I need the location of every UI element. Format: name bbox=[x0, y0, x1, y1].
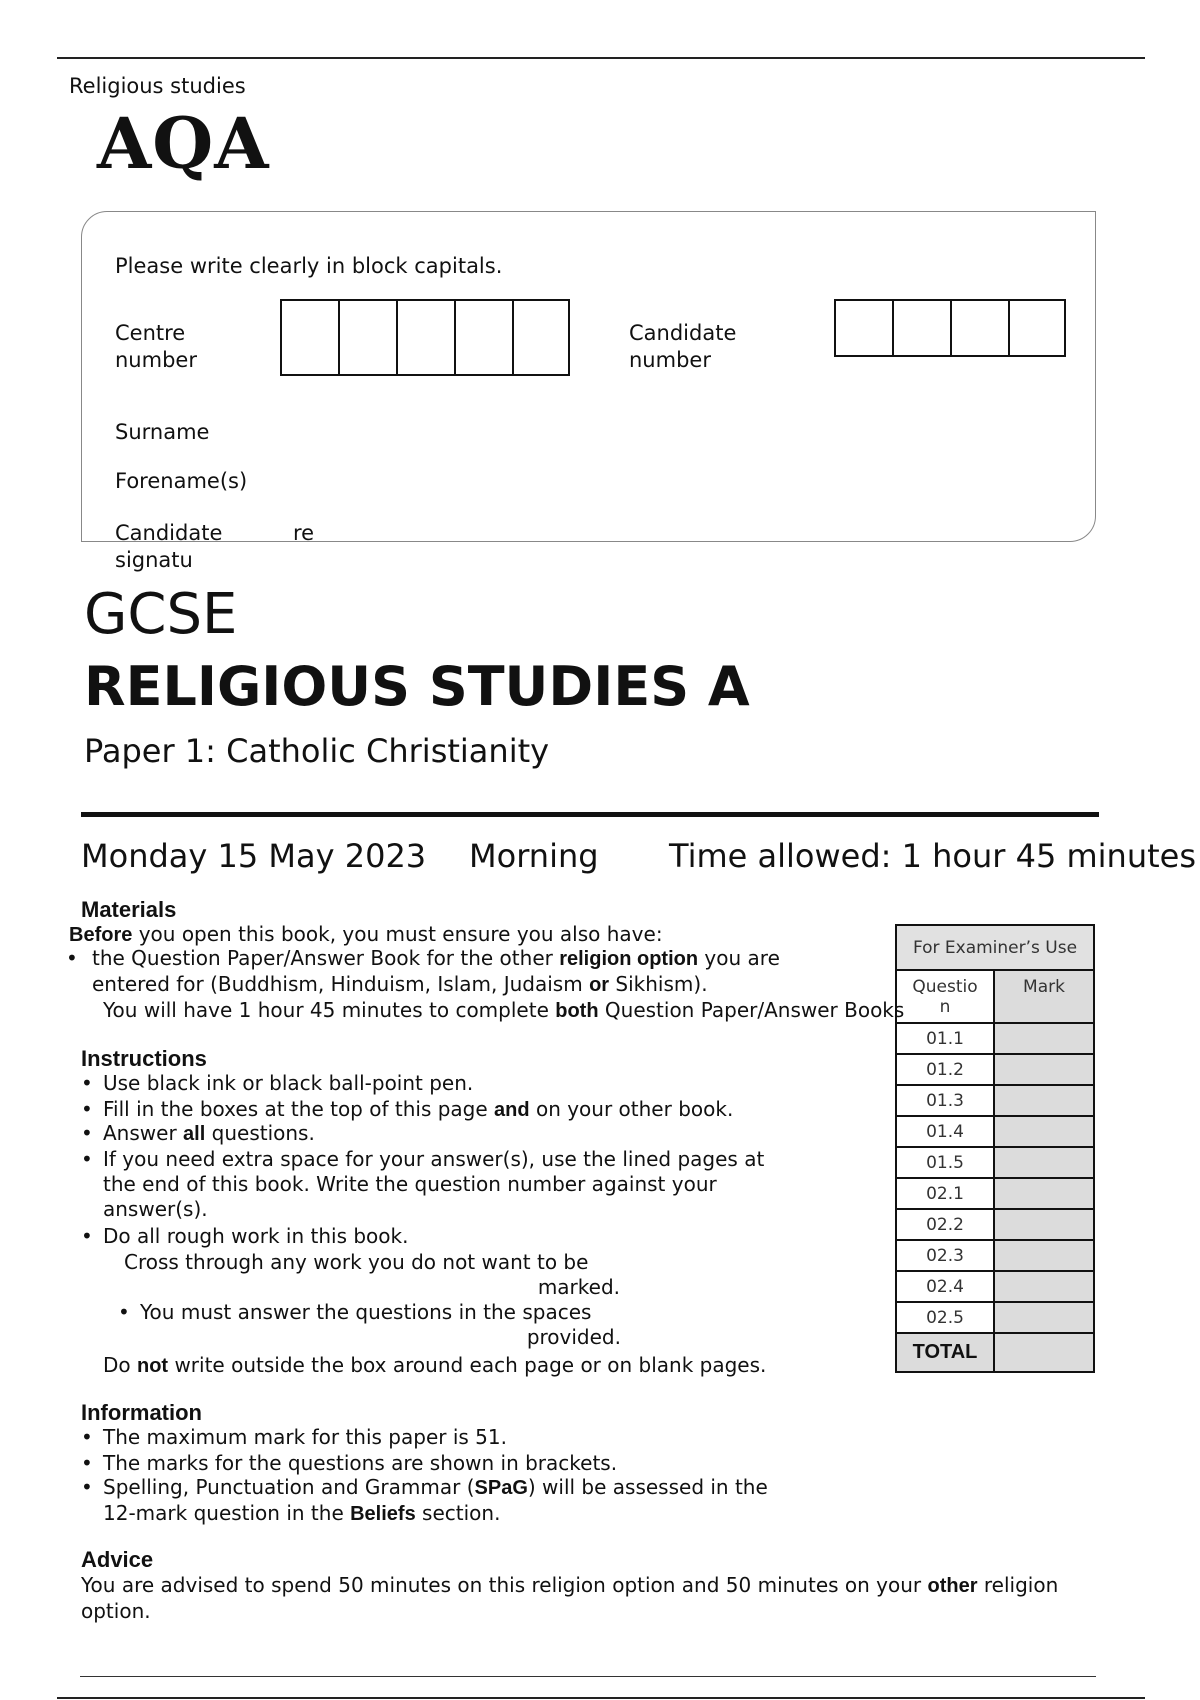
bullet-icon: • bbox=[81, 1451, 93, 1475]
instruction-item: If you need extra space for your answer(s), use the lined pages at the end of this book. Write the question number against your answer(s). bbox=[103, 1147, 765, 1221]
question-number: 02.4 bbox=[896, 1271, 994, 1302]
materials-note: You will have 1 hour 45 minutes to complete both Question Paper/Answer Books bbox=[103, 998, 905, 1022]
materials-intro: Before you open this book, you must ensure you also have: bbox=[69, 922, 663, 946]
centre-number-label: Centre number bbox=[115, 321, 197, 372]
centre-number-digit-box[interactable] bbox=[396, 299, 454, 376]
total-label: TOTAL bbox=[896, 1333, 994, 1372]
candidate-number-boxes[interactable] bbox=[834, 299, 1066, 357]
centre-number-boxes[interactable] bbox=[280, 299, 570, 376]
advice-text: You are advised to spend 50 minutes on this religion option and 50 minutes on your other religion option. bbox=[81, 1573, 1059, 1623]
question-number: 01.5 bbox=[896, 1147, 994, 1178]
instruction-item: Do not write outside the box around each page or on blank pages. bbox=[103, 1353, 767, 1377]
advice-heading: Advice bbox=[81, 1547, 154, 1572]
question-number: 02.2 bbox=[896, 1209, 994, 1240]
bullet-icon: • bbox=[66, 946, 78, 970]
mark-cell bbox=[994, 1240, 1094, 1271]
question-column-header: Questio n bbox=[896, 970, 994, 1023]
candidate-number-label: Candidate number bbox=[629, 321, 737, 372]
information-item: The maximum mark for this paper is 51. bbox=[103, 1425, 507, 1449]
mark-cell bbox=[994, 1271, 1094, 1302]
surname-label: Surname bbox=[115, 420, 210, 444]
bullet-icon: • bbox=[81, 1097, 93, 1121]
mark-cell bbox=[994, 1023, 1094, 1054]
top-rule bbox=[57, 57, 1145, 59]
bullet-icon: • bbox=[81, 1425, 93, 1449]
bullet-icon: • bbox=[81, 1071, 93, 1095]
bullet-icon: • bbox=[81, 1224, 93, 1248]
bottom-rule bbox=[57, 1697, 1145, 1699]
mark-cell bbox=[994, 1178, 1094, 1209]
candidate-number-digit-box[interactable] bbox=[950, 299, 1008, 357]
bullet-icon: • bbox=[81, 1147, 93, 1171]
exam-session: Morning bbox=[469, 837, 599, 875]
aqa-logo: AQA bbox=[97, 102, 270, 185]
bullet-icon: • bbox=[81, 1475, 93, 1499]
mark-cell bbox=[994, 1302, 1094, 1333]
bullet-icon: • bbox=[118, 1300, 130, 1324]
signature-label-fragment: re bbox=[293, 521, 315, 545]
total-mark-cell bbox=[994, 1333, 1094, 1372]
paper-title: Paper 1: Catholic Christianity bbox=[84, 732, 550, 770]
instruction-item: Do all rough work in this book. bbox=[103, 1224, 409, 1248]
candidate-number-digit-box[interactable] bbox=[1008, 299, 1066, 357]
examiner-table-title: For Examiner’s Use bbox=[896, 925, 1094, 970]
centre-number-digit-box[interactable] bbox=[338, 299, 396, 376]
question-number: 01.2 bbox=[896, 1054, 994, 1085]
mark-cell bbox=[994, 1209, 1094, 1240]
question-number: 01.3 bbox=[896, 1085, 994, 1116]
mark-column-header: Mark bbox=[994, 970, 1094, 1023]
block-capitals-instruction: Please write clearly in block capitals. bbox=[115, 254, 503, 278]
examiner-use-table bbox=[895, 924, 1095, 1373]
question-number: 01.1 bbox=[896, 1023, 994, 1054]
instruction-item: Cross through any work you do not want to be marked. bbox=[124, 1250, 620, 1299]
mark-cell bbox=[994, 1054, 1094, 1085]
mark-cell bbox=[994, 1116, 1094, 1147]
materials-item: the Question Paper/Answer Book for the other religion option you are bbox=[92, 946, 780, 970]
forenames-label: Forename(s) bbox=[115, 469, 248, 493]
question-number: 02.1 bbox=[896, 1178, 994, 1209]
instruction-item: Answer all questions. bbox=[103, 1121, 315, 1145]
bullet-icon: • bbox=[81, 1121, 93, 1145]
candidate-number-digit-box[interactable] bbox=[892, 299, 950, 357]
candidate-number-digit-box[interactable] bbox=[834, 299, 892, 357]
question-number: 01.4 bbox=[896, 1116, 994, 1147]
information-item: Spelling, Punctuation and Grammar (SPaG) will be assessed in the 12-mark question in the Beliefs section. bbox=[103, 1475, 768, 1525]
information-item: The marks for the questions are shown in brackets. bbox=[103, 1451, 618, 1475]
qualification-title: GCSE bbox=[84, 582, 238, 647]
subject-title: RELIGIOUS STUDIES A bbox=[84, 655, 750, 718]
mark-cell bbox=[994, 1085, 1094, 1116]
mark-cell bbox=[994, 1147, 1094, 1178]
materials-item-continued: entered for (Buddhism, Hinduism, Islam, Judaism or Sikhism). bbox=[92, 972, 708, 996]
exam-date: Monday 15 May 2023 bbox=[81, 837, 427, 875]
centre-number-digit-box[interactable] bbox=[280, 299, 338, 376]
instruction-item: Fill in the boxes at the top of this page and on your other book. bbox=[103, 1097, 734, 1121]
footer-rule bbox=[80, 1676, 1096, 1677]
instruction-item: Use black ink or black ball-point pen. bbox=[103, 1071, 474, 1095]
instruction-item: You must answer the questions in the spaces provided. bbox=[140, 1300, 621, 1349]
centre-number-digit-box[interactable] bbox=[512, 299, 570, 376]
subject-label: Religious studies bbox=[69, 74, 246, 98]
signature-label: Candidate signatu bbox=[115, 521, 223, 572]
time-allowed: Time allowed: 1 hour 45 minutes bbox=[669, 837, 1196, 875]
information-heading: Information bbox=[81, 1400, 202, 1425]
instructions-heading: Instructions bbox=[81, 1046, 207, 1071]
centre-number-digit-box[interactable] bbox=[454, 299, 512, 376]
title-divider bbox=[81, 812, 1099, 817]
materials-heading: Materials bbox=[81, 897, 177, 922]
question-number: 02.3 bbox=[896, 1240, 994, 1271]
question-number: 02.5 bbox=[896, 1302, 994, 1333]
